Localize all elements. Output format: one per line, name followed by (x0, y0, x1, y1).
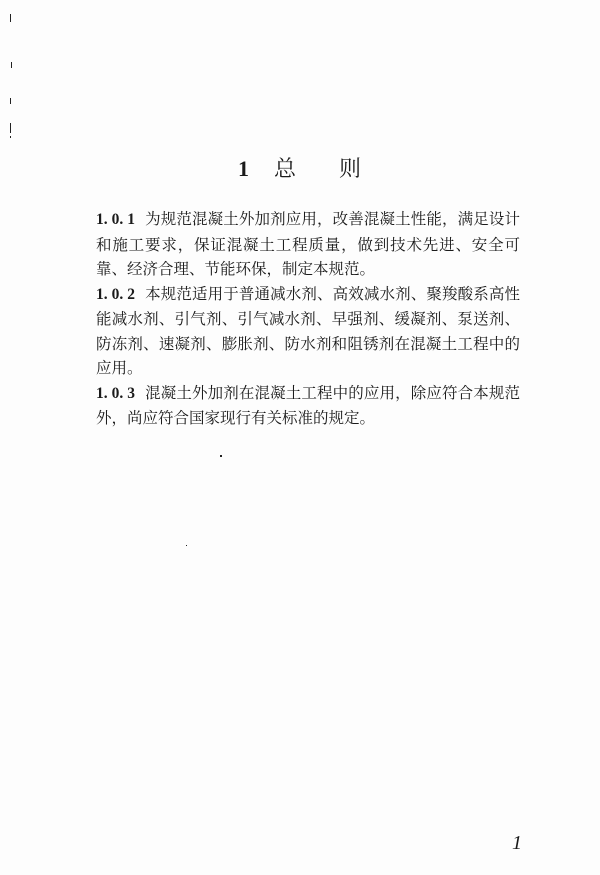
page-number: 1 (512, 832, 522, 854)
chapter-number: 1 (237, 156, 250, 181)
clause-text: 本规范适用于普通减水剂、高效减水剂、聚羧酸系高性能减水剂、引气剂、引气减水剂、早强剂、缓凝剂、泵送剂、防冻剂、速凝剂、膨胀剂、防水剂和阻锈剂在混凝土工程中的应用。 (96, 284, 520, 377)
clause-text: 混凝土外加剂在混凝土工程中的应用，除应符合本规范外，尚应符合国家现行有关标准的规定。 (96, 383, 520, 427)
scan-mark (186, 545, 187, 546)
clauses-body (96, 207, 520, 431)
scan-mark (220, 455, 222, 457)
scan-mark (10, 123, 11, 133)
clause-1-0-3 (96, 381, 520, 431)
clause-number: 1. 0. 2 (96, 285, 135, 303)
chapter-title-part2: 则 (339, 157, 363, 182)
clause-text: 为规范混凝土外加剂应用，改善混凝土性能，满足设计和施工要求，保证混凝土工程质量，做到技术先进、安全可靠、经济合理、节能环保，制定本规范。 (96, 210, 520, 278)
scan-mark (10, 136, 11, 138)
scan-mark (10, 14, 11, 22)
chapter-title (0, 152, 600, 183)
scan-mark (11, 62, 12, 68)
clause-1-0-1 (96, 207, 520, 282)
clause-1-0-2 (96, 282, 520, 381)
clause-number: 1. 0. 1 (96, 211, 135, 228)
chapter-title-part1: 总 (273, 157, 297, 182)
scan-mark (10, 98, 11, 104)
clause-number: 1. 0. 3 (96, 384, 135, 402)
